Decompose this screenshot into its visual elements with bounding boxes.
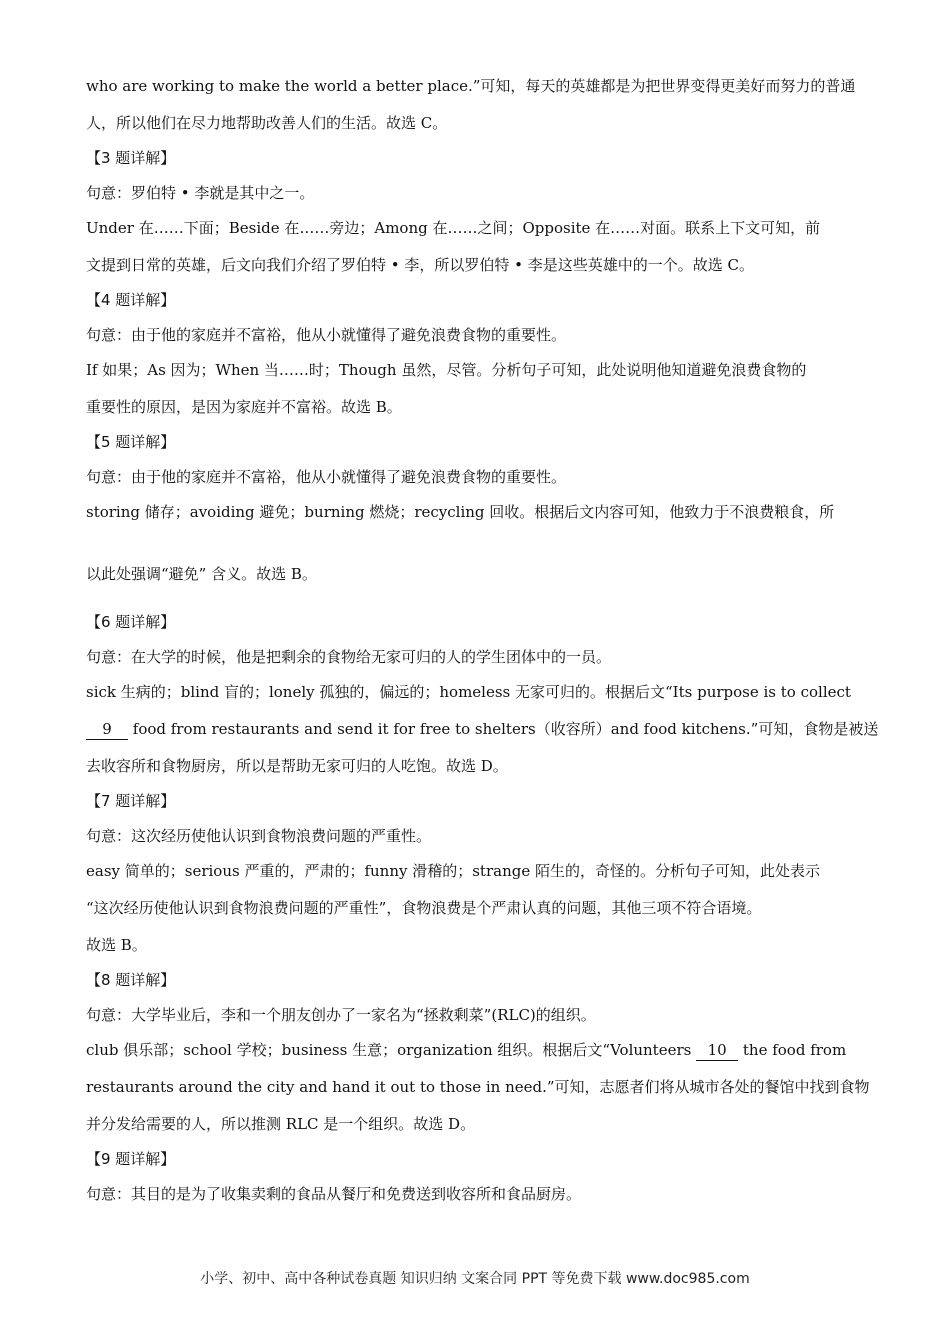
text-line: 句意：在大学的时候，他是把剩余的食物给无家可归的人的学生团体中的一员。 bbox=[86, 648, 612, 666]
section-heading: 【3 题详解】 bbox=[86, 149, 176, 167]
text-segment: food from restaurants and send it for free to shelters（收容所）and food kitchens.”可知，食物是被送 bbox=[128, 720, 879, 738]
text-line: who are working to make the world a better place.”可知，每天的英雄都是为把世界变得更美好而努力的普通 bbox=[86, 77, 856, 95]
section-heading: 【9 题详解】 bbox=[86, 1150, 176, 1168]
page-footer: 小学、初中、高中各种试卷真题 知识归纳 文案合同 PPT 等免费下载 www.doc985.com bbox=[200, 1271, 750, 1287]
text-line: 句意：其目的是为了收集卖剩的食品从餐厅和免费送到收容所和食品厨房。 bbox=[86, 1185, 582, 1203]
text-line: 句意：由于他的家庭并不富裕，他从小就懂得了避免浪费食物的重要性。 bbox=[86, 326, 567, 344]
text-line: 人，所以他们在尽力地帮助改善人们的生活。故选 C。 bbox=[86, 114, 448, 132]
text-line: 重要性的原因，是因为家庭并不富裕。故选 B。 bbox=[86, 398, 402, 416]
text-line: Under 在……下面；Beside 在……旁边；Among 在……之间；Opposite 在……对面。联系上下文可知，前 bbox=[86, 219, 821, 237]
section-heading: 【5 题详解】 bbox=[86, 433, 176, 451]
text-line: 并分发给需要的人，所以推测 RLC 是一个组织。故选 D。 bbox=[86, 1115, 476, 1133]
answer-blank: 9 bbox=[86, 719, 128, 740]
text-line: storing 储存；avoiding 避免；burning 燃烧；recycling 回收。根据后文内容可知，他致力于不浪费粮食，所 bbox=[86, 503, 835, 521]
text-line: 去收容所和食物厨房，所以是帮助无家可归的人吃饱。故选 D。 bbox=[86, 757, 508, 775]
text-line: 句意：这次经历使他认识到食物浪费问题的严重性。 bbox=[86, 827, 432, 845]
text-line: 文提到日常的英雄，后文向我们介绍了罗伯特 • 李，所以罗伯特 • 李是这些英雄中的一个。故选 C。 bbox=[86, 256, 755, 274]
answer-blank: 10 bbox=[696, 1040, 738, 1061]
section-heading: 【6 题详解】 bbox=[86, 613, 176, 631]
section-heading: 【7 题详解】 bbox=[86, 792, 176, 810]
text-line: 句意：罗伯特 • 李就是其中之一。 bbox=[86, 184, 315, 202]
text-line: “这次经历使他认识到食物浪费问题的严重性”，食物浪费是个严肃认真的问题，其他三项不符合语境。 bbox=[86, 899, 762, 917]
text-line: 句意：由于他的家庭并不富裕，他从小就懂得了避免浪费食物的重要性。 bbox=[86, 468, 567, 486]
text-line: sick 生病的；blind 盲的；lonely 孤独的，偏远的；homeless 无家可归的。根据后文“Its purpose is to collect bbox=[86, 683, 851, 701]
text-line bbox=[86, 719, 878, 740]
section-heading: 【4 题详解】 bbox=[86, 291, 176, 309]
text-segment: the food from bbox=[738, 1041, 847, 1059]
text-line: easy 简单的；serious 严重的，严肃的；funny 滑稽的；strange 陌生的，奇怪的。分析句子可知，此处表示 bbox=[86, 862, 820, 880]
text-line: restaurants around the city and hand it out to those in need.”可知，志愿者们将从城市各处的餐馆中找到食物 bbox=[86, 1078, 870, 1096]
text-line: 故选 B。 bbox=[86, 936, 147, 954]
text-line: If 如果；As 因为；When 当……时；Though 虽然，尽管。分析句子可知，此处说明他知道避免浪费食物的 bbox=[86, 361, 807, 379]
section-heading: 【8 题详解】 bbox=[86, 971, 176, 989]
text-line: 以此处强调“避免” 含义。故选 B。 bbox=[86, 565, 317, 583]
text-line: 句意：大学毕业后，李和一个朋友创办了一家名为“拯救剩菜”(RLC)的组织。 bbox=[86, 1006, 596, 1024]
text-line bbox=[86, 1040, 846, 1061]
text-segment: club 俱乐部；school 学校；business 生意；organization 组织。根据后文“Volunteers bbox=[86, 1041, 697, 1059]
